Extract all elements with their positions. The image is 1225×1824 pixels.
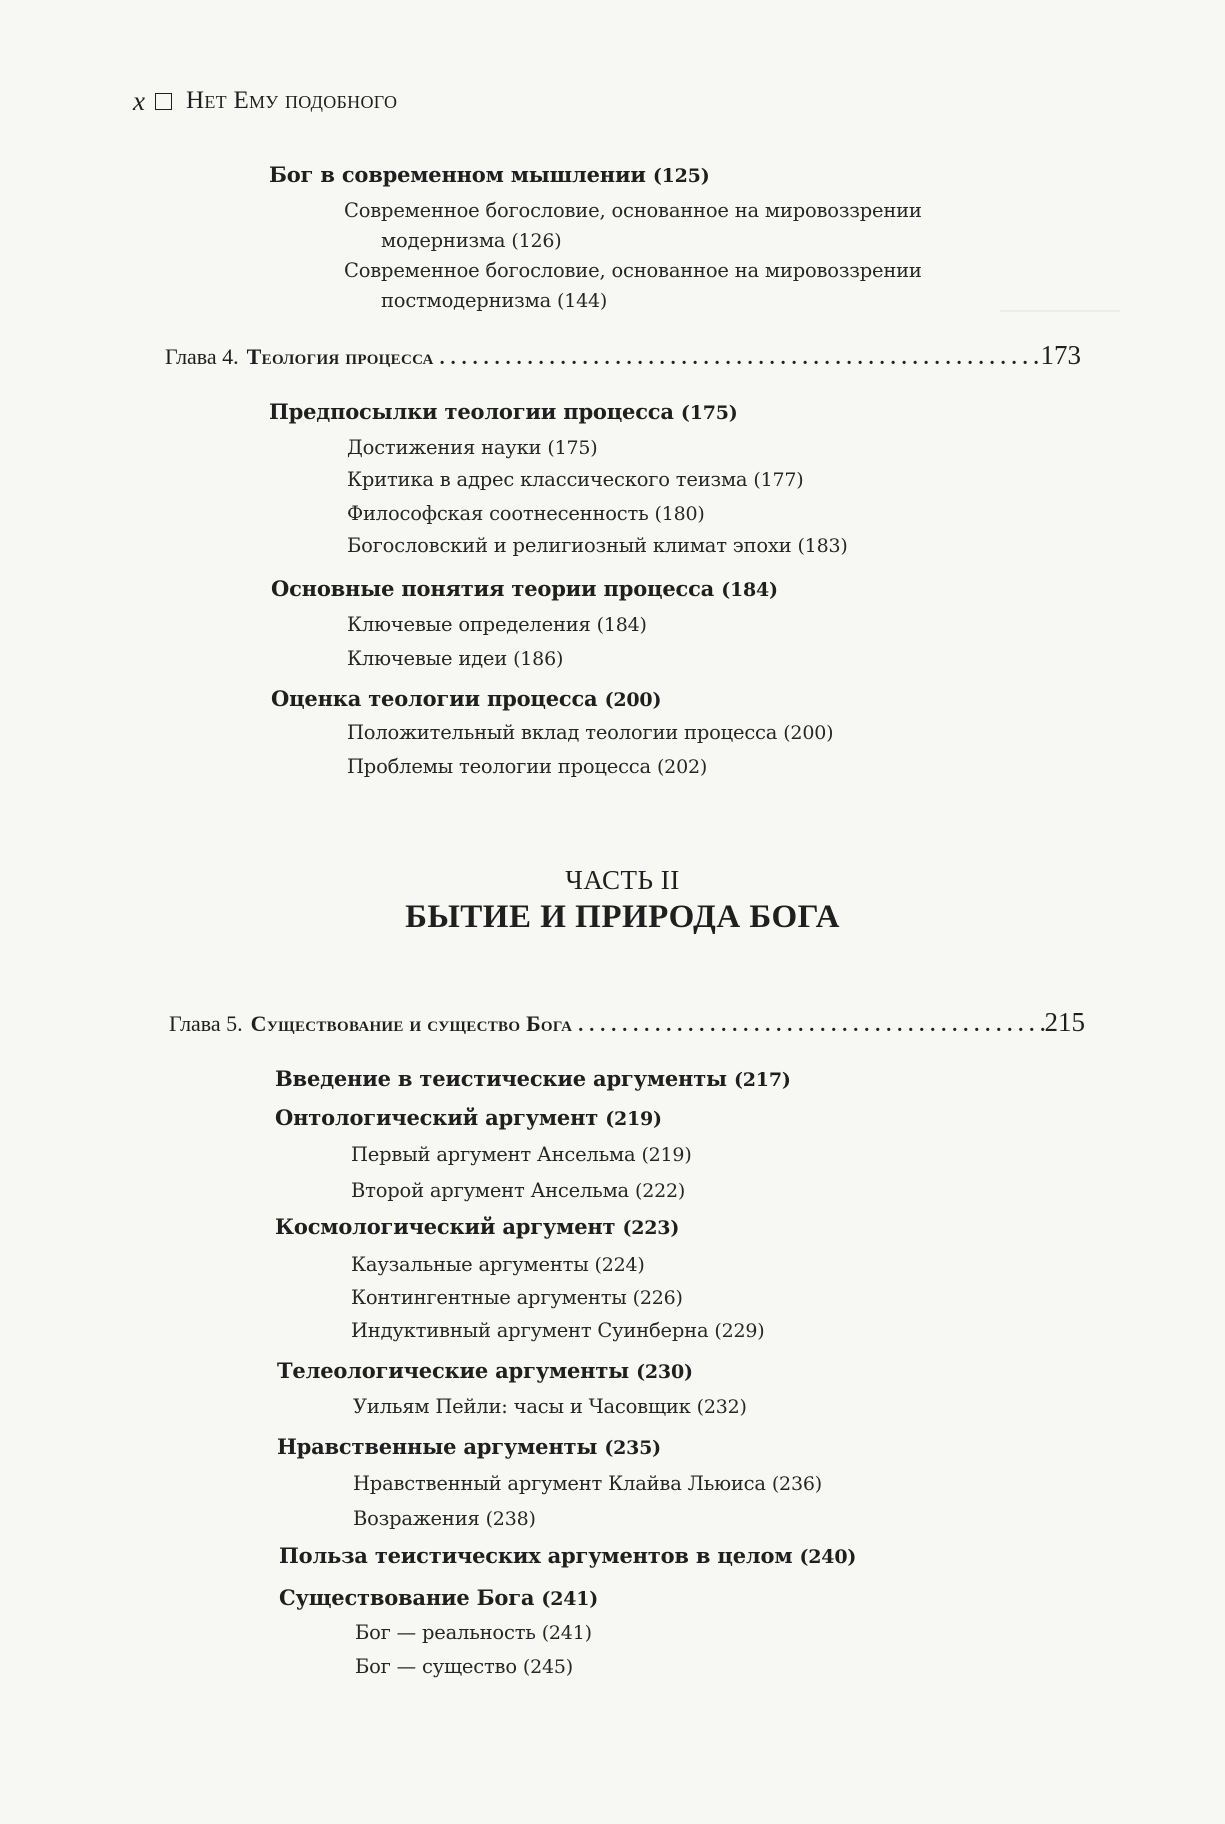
toc-subsection[interactable] bbox=[351, 1283, 683, 1313]
toc-section-title: Введение в теистические аргументы bbox=[275, 1066, 727, 1091]
toc-section-title: Существование Бога bbox=[279, 1585, 535, 1610]
toc-section-title: Предпосылки теологии процесса bbox=[269, 399, 674, 424]
toc-section[interactable] bbox=[271, 574, 778, 605]
chapter-title: Теология процесса bbox=[246, 344, 434, 369]
running-title: Нет Ему подобного bbox=[185, 87, 398, 114]
toc-section[interactable] bbox=[279, 1541, 856, 1572]
toc-subsection-title: Достижения науки bbox=[347, 436, 542, 459]
toc-subsection-title: Первый аргумент Ансельма bbox=[351, 1143, 636, 1166]
toc-page-ref: (200) bbox=[783, 722, 834, 744]
toc-subsection-title: Критика в адрес классического теизма bbox=[347, 468, 748, 491]
toc-subsection[interactable] bbox=[353, 1469, 822, 1499]
toc-page-ref: (202) bbox=[656, 756, 708, 778]
toc-subsection-continued[interactable] bbox=[381, 226, 561, 256]
toc-page-ref: (232) bbox=[696, 1396, 747, 1418]
toc-subsection-title: Второй аргумент Ансельма bbox=[351, 1179, 629, 1202]
toc-page-ref: (241) bbox=[541, 1588, 599, 1610]
toc-page-ref: (184) bbox=[596, 614, 647, 636]
toc-section-title: Основные понятия теории процесса bbox=[271, 576, 715, 601]
leader-dots bbox=[434, 343, 1041, 373]
toc-subsection[interactable] bbox=[355, 1618, 592, 1648]
toc-subsection-title: Философская соотнесенность bbox=[347, 502, 649, 525]
toc-chapter-4[interactable] bbox=[165, 340, 1081, 373]
toc-page-ref: (235) bbox=[604, 1437, 661, 1459]
toc-subsection-title: модернизма bbox=[381, 229, 506, 252]
toc-section-title: Онтологический аргумент bbox=[275, 1105, 599, 1130]
toc-subsection-continued[interactable] bbox=[381, 286, 607, 316]
toc-section[interactable] bbox=[271, 684, 661, 715]
toc-page-ref: (175) bbox=[680, 402, 738, 424]
toc-subsection[interactable] bbox=[351, 1140, 692, 1170]
toc-section[interactable] bbox=[269, 160, 709, 191]
toc-page-ref: (219) bbox=[641, 1144, 692, 1166]
toc-section[interactable] bbox=[269, 397, 738, 428]
toc-section[interactable] bbox=[277, 1432, 661, 1463]
toc-subsection[interactable] bbox=[347, 752, 707, 782]
toc-subsection-title: Ключевые идеи bbox=[347, 647, 508, 670]
toc-page-ref: (236) bbox=[771, 1473, 822, 1495]
toc-section[interactable] bbox=[279, 1583, 598, 1614]
toc-page-ref: (224) bbox=[594, 1254, 645, 1276]
toc-subsection[interactable] bbox=[351, 1250, 645, 1280]
toc-section-title: Бог в современном мышлении bbox=[269, 162, 646, 187]
toc-page-ref: (241) bbox=[541, 1622, 592, 1644]
toc-subsection-title: Нравственный аргумент Клайва Льюиса bbox=[353, 1472, 766, 1495]
show-through-shadow bbox=[1000, 310, 1120, 312]
toc-subsection[interactable] bbox=[347, 644, 563, 674]
chapter-page: 173 bbox=[1040, 340, 1081, 370]
toc-section-title: Космологический аргумент bbox=[275, 1214, 616, 1239]
toc-section[interactable] bbox=[277, 1356, 693, 1387]
toc-subsection-title: Богословский и религиозный климат эпохи bbox=[347, 534, 792, 557]
chapter-page: 215 bbox=[1044, 1007, 1085, 1037]
toc-chapter-5[interactable] bbox=[169, 1007, 1085, 1040]
toc-page-ref: (223) bbox=[622, 1217, 680, 1239]
part-label: ЧАСТЬ II bbox=[565, 865, 680, 895]
toc-page-ref: (184) bbox=[721, 579, 778, 601]
toc-subsection[interactable] bbox=[351, 1176, 685, 1206]
toc-page-ref: (125) bbox=[652, 165, 710, 187]
toc-subsection[interactable] bbox=[347, 465, 803, 495]
toc-section-title: Нравственные аргументы bbox=[277, 1434, 598, 1459]
toc-subsection[interactable] bbox=[353, 1504, 536, 1534]
toc-page-ref: (175) bbox=[547, 437, 598, 459]
toc-section-title: Польза теистических аргументов в целом bbox=[279, 1543, 793, 1568]
toc-page-ref: (240) bbox=[799, 1546, 857, 1568]
toc-subsection-title: Современное богословие, основанное на мировоззрении bbox=[344, 259, 922, 282]
toc-subsection-title: Индуктивный аргумент Суинберна bbox=[351, 1319, 709, 1342]
toc-subsection[interactable] bbox=[344, 256, 922, 286]
toc-page-ref: (230) bbox=[636, 1361, 693, 1383]
toc-page-ref: (183) bbox=[797, 535, 848, 557]
toc-subsection-title: Положительный вклад теологии процесса bbox=[347, 721, 778, 744]
part-title: БЫТИЕ И ПРИРОДА БОГА bbox=[405, 899, 840, 935]
toc-page-ref: (217) bbox=[734, 1069, 791, 1091]
toc-page-ref: (226) bbox=[632, 1287, 683, 1309]
toc-section-title: Оценка теологии процесса bbox=[271, 686, 598, 711]
toc-subsection-title: Бог — существо bbox=[355, 1655, 517, 1678]
toc-subsection[interactable] bbox=[347, 499, 705, 529]
page-folio: x bbox=[133, 86, 145, 116]
toc-page-ref: (245) bbox=[522, 1656, 573, 1678]
toc-subsection-title: Ключевые определения bbox=[347, 613, 591, 636]
toc-page-ref: (219) bbox=[605, 1108, 662, 1130]
toc-subsection[interactable] bbox=[347, 610, 647, 640]
toc-subsection[interactable] bbox=[353, 1392, 747, 1422]
toc-subsection[interactable] bbox=[347, 718, 833, 748]
toc-subsection-title: Проблемы теологии процесса bbox=[347, 755, 651, 778]
toc-page-ref: (200) bbox=[604, 689, 662, 711]
toc-subsection[interactable] bbox=[344, 196, 922, 226]
toc-subsection-title: Возражения bbox=[353, 1507, 480, 1530]
toc-subsection[interactable] bbox=[351, 1316, 765, 1346]
chapter-label: Глава 5. bbox=[169, 1011, 243, 1036]
toc-section[interactable] bbox=[275, 1212, 679, 1243]
toc-subsection-title: Современное богословие, основанное на мировоззрении bbox=[344, 199, 922, 222]
toc-subsection[interactable] bbox=[355, 1652, 573, 1682]
toc-page-ref: (126) bbox=[511, 230, 562, 252]
toc-subsection-title: Уильям Пейли: часы и Часовщик bbox=[353, 1395, 691, 1418]
toc-page-ref: (177) bbox=[753, 469, 804, 491]
toc-page-ref: (238) bbox=[485, 1508, 536, 1530]
toc-page-ref: (229) bbox=[714, 1320, 765, 1342]
chapter-label: Глава 4. bbox=[165, 344, 239, 369]
toc-subsection[interactable] bbox=[347, 531, 848, 561]
toc-subsection-title: Контингентные аргументы bbox=[351, 1286, 627, 1309]
toc-page-ref: (144) bbox=[557, 290, 608, 312]
toc-page-ref: (186) bbox=[513, 648, 564, 670]
toc-page-ref: (180) bbox=[654, 503, 705, 525]
toc-section-title: Телеологические аргументы bbox=[277, 1358, 629, 1383]
toc-section[interactable] bbox=[275, 1103, 662, 1134]
toc-page-ref: (222) bbox=[635, 1180, 686, 1202]
toc-subsection[interactable] bbox=[347, 433, 597, 463]
square-ornament-icon bbox=[155, 93, 172, 110]
toc-subsection-title: Каузальные аргументы bbox=[351, 1253, 589, 1276]
running-header bbox=[133, 86, 397, 116]
toc-section[interactable] bbox=[275, 1064, 791, 1095]
leader-dots bbox=[572, 1010, 1044, 1040]
chapter-title: Существование и существо Бога bbox=[250, 1011, 573, 1036]
toc-subsection-title: Бог — реальность bbox=[355, 1621, 536, 1644]
toc-subsection-title: постмодернизма bbox=[381, 289, 552, 312]
